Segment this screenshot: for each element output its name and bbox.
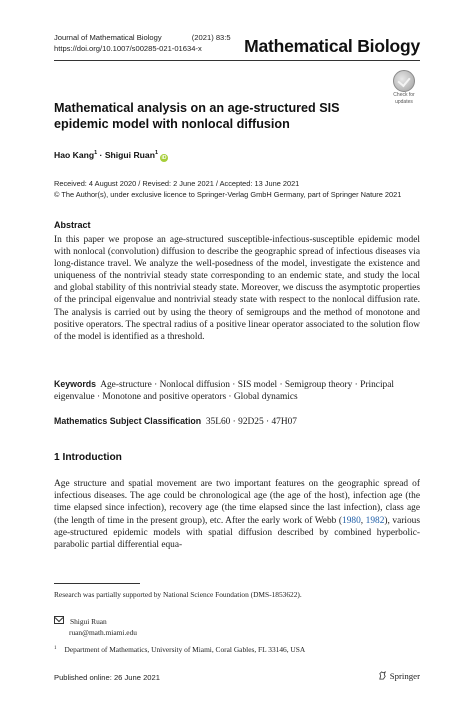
intro-text-part1: Age structure and spatial movement are two important features on the geographic spread of infectious diseases. The age could be chronological age (the age of the host), infection age (the time elapsed since infection), recovery age (the time elapsed since the last infection), class age (the length of time in the present group), etc. After the early work of Webb ( xyxy=(54,479,420,526)
citation-link[interactable]: 1982 xyxy=(365,515,385,526)
affiliation-text: Department of Mathematics, University of Miami, Coral Gables, FL 33146, USA xyxy=(64,645,306,654)
corresponding-author xyxy=(54,616,137,638)
dates-line: Received: 4 August 2020 / Revised: 2 June 2021 / Accepted: 13 June 2021 xyxy=(54,179,300,188)
journal-name: Journal of Mathematical Biology xyxy=(54,33,162,42)
footnote-divider xyxy=(54,583,140,584)
author-list xyxy=(54,150,168,162)
author-name[interactable]: Hao Kang xyxy=(54,150,95,160)
intro-text-part2: ), various age-structured epidemic models with spatial diffusion described by combined hyperbolic-parabolic partial differential equa- xyxy=(54,515,421,551)
header-divider xyxy=(54,60,420,61)
citation-separator: , xyxy=(360,515,366,526)
affiliation xyxy=(54,645,305,654)
journal-volume: (2021) 83:5 xyxy=(191,33,231,42)
journal-info xyxy=(54,33,231,54)
corresponding-email[interactable]: ruan@math.miami.edu xyxy=(69,627,137,637)
keywords xyxy=(54,378,420,403)
author-name[interactable]: Shigui Ruan xyxy=(104,150,155,160)
copyright-line: © The Author(s), under exclusive licence to Springer-Verlag GmbH Germany, part of Springer Nature 2021 xyxy=(54,189,402,199)
keywords-text: Age-structure · Nonlocal diffusion · SIS model · Semigroup theory · Principal eigenvalue · Monotone and positive operators · Global dynamics xyxy=(54,380,394,403)
funding-note: Research was partially supported by National Science Foundation (DMS-1853622). xyxy=(54,590,302,599)
mail-icon xyxy=(54,616,64,624)
section-body xyxy=(54,478,420,551)
article-title: Mathematical analysis on an age-structured SIS epidemic model with nonlocal diffusion xyxy=(54,101,340,131)
badge-label-line2: updates xyxy=(395,98,413,105)
abstract-heading: Abstract xyxy=(54,220,91,230)
publisher-logo xyxy=(378,671,420,681)
section-heading: 1 Introduction xyxy=(54,452,122,463)
author-separator: · xyxy=(97,150,105,160)
affiliation-marker: 1 xyxy=(94,150,98,157)
keywords-heading: Keywords xyxy=(54,379,97,389)
doi-link[interactable]: https://doi.org/10.1007/s00285-021-01634-x xyxy=(54,43,202,53)
corresponding-name: Shigui Ruan xyxy=(70,617,107,626)
springer-horse-icon xyxy=(378,671,387,680)
published-date: Published online: 26 June 2021 xyxy=(54,673,160,682)
check-updates-icon xyxy=(393,70,415,92)
citation-link[interactable]: 1980 xyxy=(342,515,361,526)
affiliation-number: 1 xyxy=(54,645,57,651)
msc-classification xyxy=(54,416,297,427)
publisher-name: Springer xyxy=(389,671,420,681)
msc-codes: 35L60 · 92D25 · 47H07 xyxy=(205,417,297,427)
msc-heading: Mathematics Subject Classification xyxy=(54,416,202,426)
affiliation-marker: 1 xyxy=(154,150,159,157)
check-for-updates-badge[interactable] xyxy=(388,70,420,104)
badge-label-line1: Check for xyxy=(393,92,415,98)
article-history xyxy=(54,179,401,200)
abstract-text: In this paper we propose an age-structured susceptible-infectious-susceptible epidemic model with nonlocal (convolution) diffusion to describe the geographic spread of infectious diseases via long-distance travel. We analyze the well-posedness of the model, investigate the existence and uniqueness of the nontrivial steady state corresponding to an endemic state, and study the local and global stability of this nontrivial steady state. Moreover, we discuss the asymptotic properties of the principal eigenvalue and nontrivial steady state with respect to the nonlocal diffusion rate. The analysis is carried out by using the theory of semigroups and the method of monotone and positive operators. The spectral radius of a positive linear operator associated to the solution flow of the model is identified as a threshold. xyxy=(54,235,420,342)
orcid-icon[interactable]: iD xyxy=(161,155,167,161)
journal-brand: Mathematical Biology xyxy=(244,36,420,56)
